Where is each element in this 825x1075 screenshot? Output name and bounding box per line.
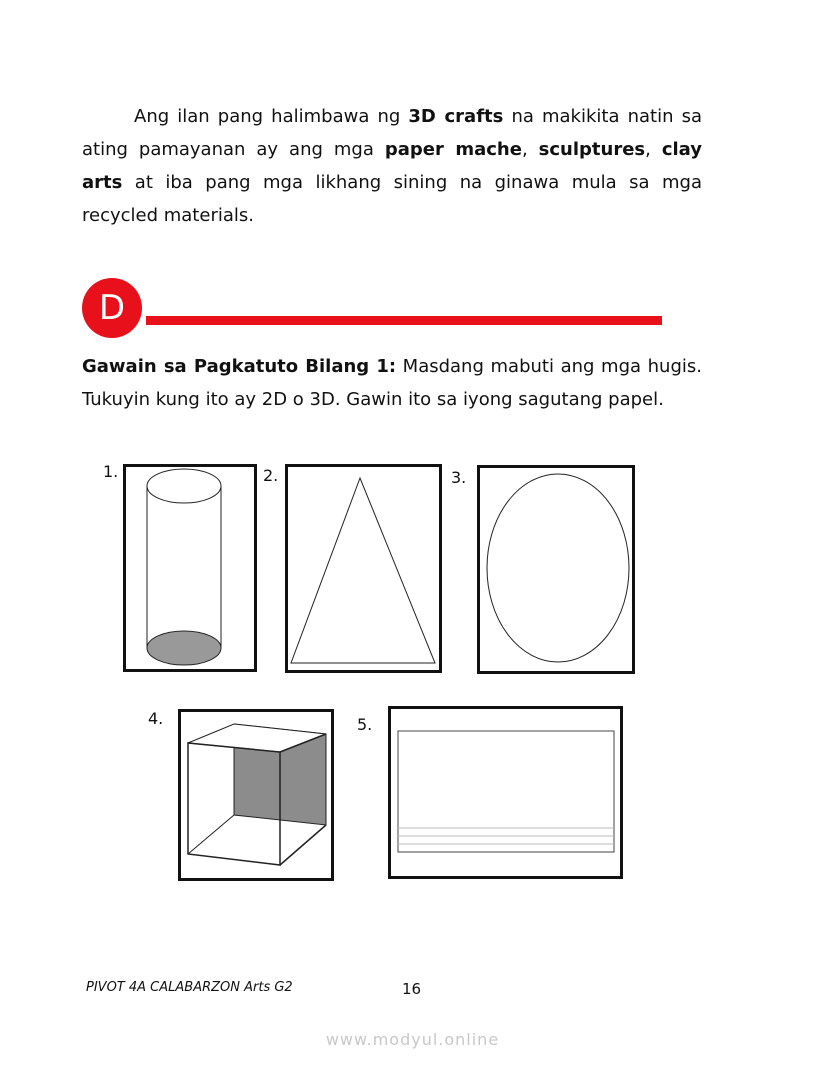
intro-text-5: at iba pang mga likhang sining na ginawa mula sa mga recycled materials. [82,172,702,226]
section-divider-bar [146,316,662,325]
task-title: Gawain sa Pagkatuto Bilang 1: [82,356,397,377]
item-number-3: 3. [451,468,467,487]
intro-text-2: na makikita natin sa ating pamayanan ay ang mga [82,106,702,160]
intro-text-1: Ang ilan pang halimbawa ng [134,106,409,127]
watermark: www.modyul.online [325,1030,500,1049]
footer-source: PIVOT 4A CALABARZON Arts G2 [86,980,293,995]
intro-text-4: , [645,139,662,160]
intro-text-3: , [521,139,539,160]
intro-paragraph [82,100,702,232]
shape-cube [178,709,334,881]
intro-bold-3d-crafts: 3D crafts [408,106,504,127]
intro-bold-clay-arts: clay arts [82,139,702,193]
shape-triangle [285,464,442,673]
shape-oval [477,465,635,674]
item-number-4: 4. [148,709,164,728]
shape-cylinder [123,464,257,672]
intro-bold-paper-mache: paper mache [384,139,522,160]
item-number-1: 1. [103,462,119,481]
item-number-2: 2. [263,466,279,485]
page-number: 16 [402,980,422,998]
shape-rectangle [388,706,623,879]
item-number-5: 5. [357,715,373,734]
intro-bold-sculptures: sculptures [538,139,646,160]
task-instructions [82,350,702,416]
task-text: Masdang mabuti ang mga hugis. Tukuyin kung ito ay 2D o 3D. Gawin ito sa iyong sagutang papel. [82,356,702,410]
section-badge: D [82,278,142,338]
